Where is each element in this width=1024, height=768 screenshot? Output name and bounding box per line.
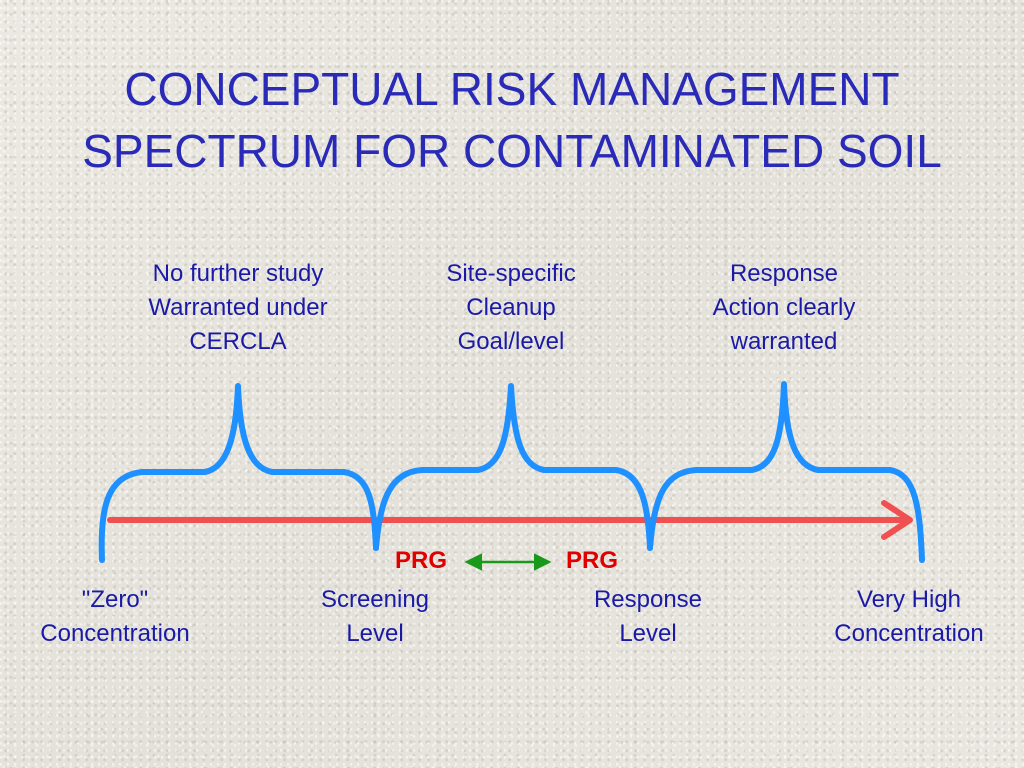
- concentration-axis-arrow: [110, 503, 910, 537]
- axis-point-line: Very High: [856, 586, 962, 613]
- axis-point-line: Response: [593, 586, 703, 613]
- prg-label-left: PRG: [395, 547, 448, 574]
- title-line-2: SPECTRUM FOR CONTAMINATED SOIL: [82, 125, 942, 177]
- axis-point-line: "Zero": [81, 586, 149, 613]
- prg-label-right: PRG: [566, 547, 619, 574]
- axis-point-line: Level: [619, 620, 677, 647]
- axis-point-zero-concentration: [15, 583, 215, 651]
- range-label-response-action: [669, 257, 899, 359]
- range-label-line: Action clearly: [712, 294, 856, 321]
- range-label-line: Response: [729, 260, 839, 287]
- range-brace-response-action: [650, 384, 922, 560]
- axis-point-line: Level: [346, 620, 404, 647]
- range-brace-no-further-study: [102, 386, 376, 560]
- range-brace-site-specific: [376, 386, 650, 548]
- range-label-line: Cleanup: [466, 294, 556, 321]
- range-label-line: warranted: [730, 328, 838, 355]
- range-label-no-further-study: [113, 257, 363, 359]
- axis-point-line: Concentration: [834, 620, 984, 647]
- range-label-line: Goal/level: [457, 328, 565, 355]
- range-label-line: No further study: [152, 260, 324, 287]
- axis-point-screening-level: [285, 583, 465, 651]
- axis-point-response-level: [558, 583, 738, 651]
- title-line-1: CONCEPTUAL RISK MANAGEMENT: [124, 63, 900, 115]
- axis-point-very-high-concentration: [809, 583, 1009, 651]
- range-label-line: Site-specific: [446, 260, 576, 287]
- range-label-line: CERCLA: [189, 328, 287, 355]
- axis-point-line: Concentration: [40, 620, 190, 647]
- axis-point-line: Screening: [320, 586, 430, 613]
- range-label-line: Warranted under: [148, 294, 328, 321]
- range-label-site-specific: [396, 257, 626, 359]
